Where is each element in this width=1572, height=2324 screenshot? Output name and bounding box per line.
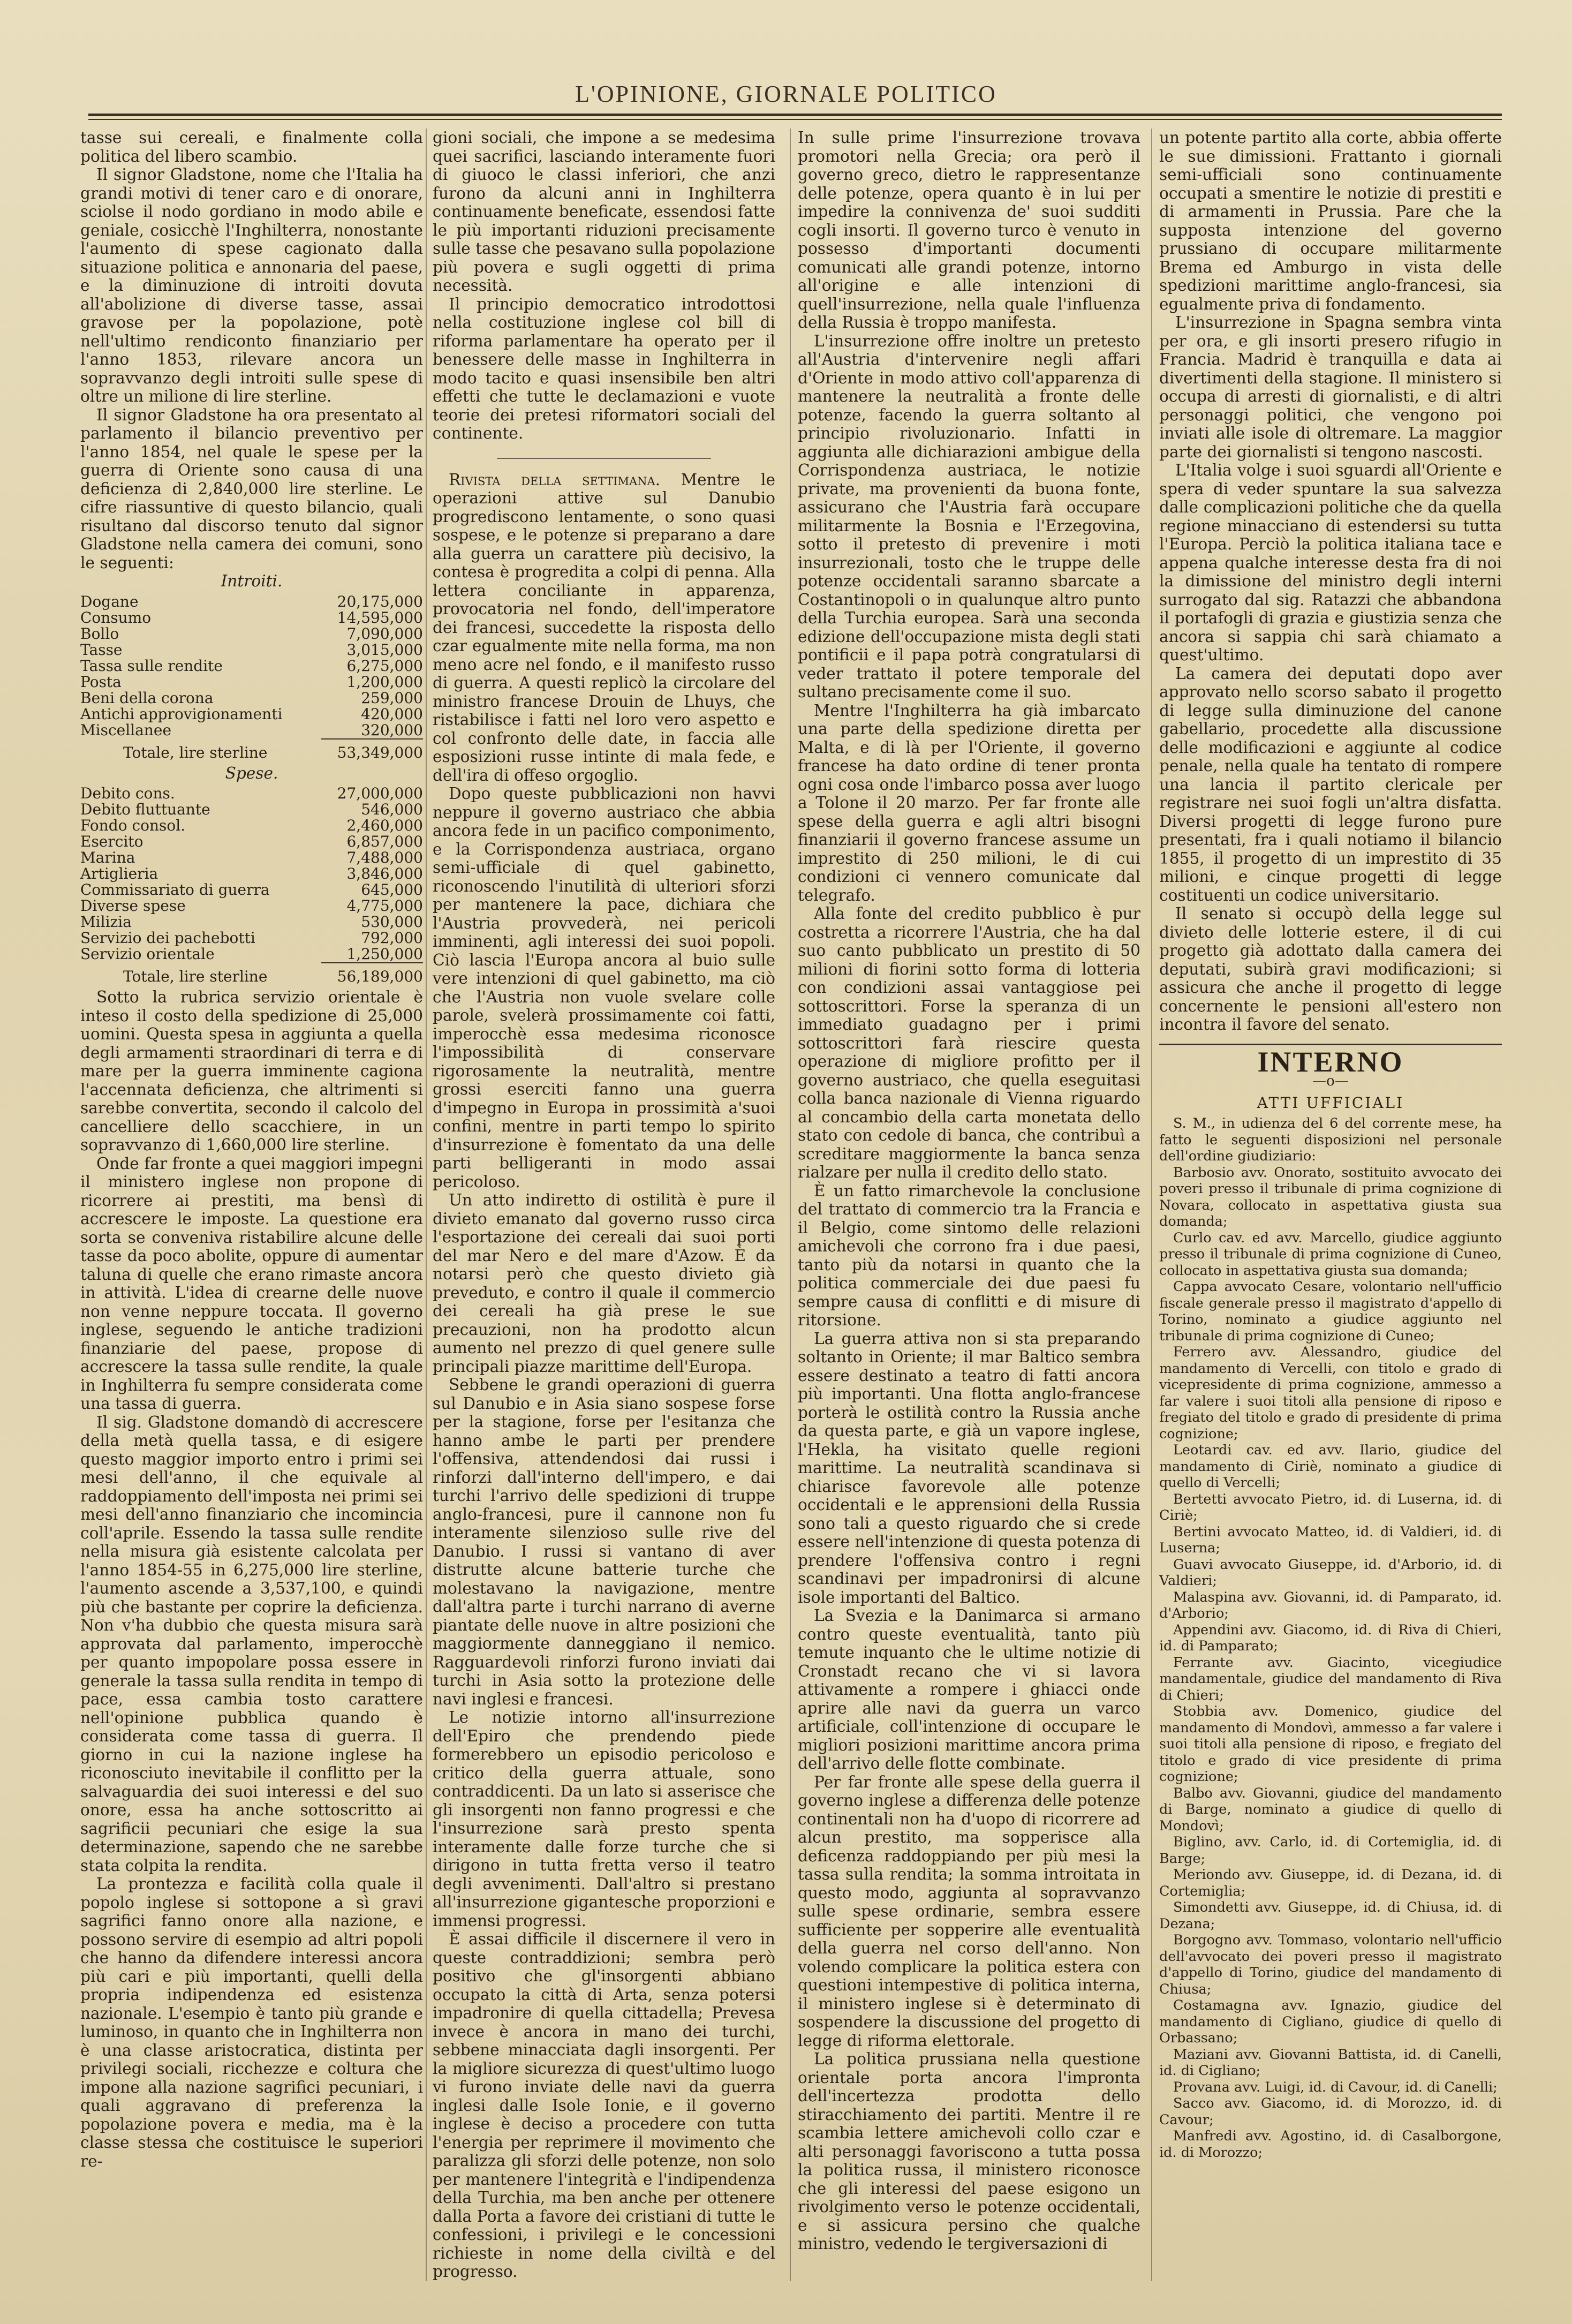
total-row: [80, 963, 423, 985]
row-value: 4,775,000: [346, 897, 423, 915]
paragraph: Sebbene le grandi operazioni di guerra sul Danubio e in Asia siano sospese forse per la stagione, forse per l'esitanza che hanno ambe le parti per prendere l'offensiva, attendendosi dai russi i rinforzi dall'interno dell'impero, e dai turchi l'arrivo delle spedizioni di truppe anglo-francesi, pure il cannone non fu interamente silenzioso sulle rive del Danubio. I russi si vantano di aver distrutte alcune batterie turche che molestavano la navigazione, mentre dall'altra parte i turchi narrano di averne piantate delle nuove in altre posizioni che maggiormente danneggiano il nemico. Ragguardevoli rinforzi furono inviati dai turchi in Asia sotto la protezione delle navi inglesi e francesi.: [433, 1376, 775, 1708]
paragraph: Dopo queste pubblicazioni non havvi neppure il governo austriaco che abbia ancora fede in un pacifico componimento, e la Corrispondenza austriaca, organo semi-ufficiale di quel gabinetto, riconoscendo l'inutilità di ulteriori sforzi per mantenere la pace, dichiara che l'Austria provvederà, nei pericoli imminenti, agli interessi dei suoi popoli. Ciò lascia l'Europa ancora al buio sulle vere intenzioni di quel gabinetto, ma ciò che l'Austria non vuole svelare colle parole, svelerà prossimamente coi fatti, imperocchè essa medesima riconosce l'impossibilità di conservare rigorosamente la neutralità, mentre grossi eserciti fanno una guerra d'impegno in Europa in prossimità a'suoi confini, mentre in parti tempo lo spirito d'insurrezione è fomentato da una delle parti belligeranti in modo assai pericoloso.: [433, 784, 775, 1191]
paragraph: La politica prussiana nella questione orientale porta ancora l'impronta dell'incertezza prodotta dello stiracchiamento dei partiti. Mentre il re scambia lettere amichevoli collo czar e alti personaggi favoriscono a tutta possa la politica russa, il ministero riconosce che gli interessi del paese esigono un rivolgimento verso le potenze occidentali, e si assicura persino che qualche ministro, vedendo le tergiversazioni di: [798, 2050, 1140, 2253]
list-item: Ferrante avv. Giacinto, vicegiudice mandamentale, giudice del mandamento di Riva di Chieri;: [1159, 1654, 1502, 1703]
column-divider: [790, 129, 791, 2281]
table-row: [80, 642, 423, 658]
row-label: Diverse spese: [80, 897, 186, 915]
paragraph: In sulle prime l'insurrezione trovava promotori nella Grecia; ora però il governo greco, dietro le rappresentanze delle potenze, opera quanto è in lui per impedire la connivenza de' suoi sudditi cogli insorti. Il governo turco è venuto in possesso d'importanti documenti comunicati alle grandi potenze, intorno all'origine e alle intenzioni di quell'insurrezione, nella quale l'influenza della Russia è troppo manifesta.: [798, 129, 1140, 331]
row-value: 2,460,000: [346, 817, 423, 834]
list-item: Ferrero avv. Alessandro, giudice del mandamento di Vercelli, con titolo e grado di vicepresidente di prima cognizione, ammesso a far valere i suoi titoli alla pensione di riposo e fregiato del titolo e grado di presidente di prima cognizione;: [1159, 1344, 1502, 1442]
paragraph: Mentre l'Inghilterra ha già imbarcato una parte della spedizione diretta per Malta, e di là per l'Oriente, il governo francese ha dato ordine di tener pronta ogni cosa onde l'imbarco possa aver luogo a Tolone il 20 marzo. Per far fronte alle spese della guerra e agli altri bisogni finanziarii il governo francese assume un imprestito di 250 milioni, le di cui condizioni ci vennero comunicate dal telegrafo.: [798, 701, 1140, 904]
row-value: 420,000: [361, 705, 423, 723]
paragraph: Il signor Gladstone, nome che l'Italia ha grandi motivi di tener caro e di onorare, sciolse il nodo gordiano in modo abile e geniale, cosicchè l'Inghilterra, nonostante l'aumento di spese cagionato dalla situazione politica e annonaria del paese, e la diminuzione di introiti dovuta all'abolizione di diverse tasse, assai gravose per la popolazione, potè nell'ultimo rendiconto finanziario per l'anno 1853, rilevare ancora un sopravvanzo degli introiti sulle spese di oltre un milione di lire sterline.: [80, 165, 423, 405]
table-row: [80, 722, 423, 738]
table-row: [80, 898, 423, 914]
row-value: 20,175,000: [337, 592, 423, 610]
list-item: Biglino, avv. Carlo, id. di Cortemiglia, id. di Barge;: [1159, 1834, 1502, 1867]
table-row: [80, 914, 423, 930]
list-item: Bertini avvocato Matteo, id. di Valdieri, id. di Luserna;: [1159, 1523, 1502, 1556]
list-item: Appendini avv. Giacomo, id. di Riva di Chieri, id. di Pamparato;: [1159, 1621, 1502, 1654]
row-value: 3,846,000: [346, 865, 423, 882]
row-label: Debito fluttuante: [80, 801, 210, 818]
column-divider: [1151, 129, 1152, 2281]
table-row: [80, 818, 423, 834]
paragraph: Il senato si occupò della legge sul divieto delle lotterie estere, il di cui progetto già adottato dalla camera dei deputati, subirà gravi modificazioni; si assicura che anche il progetto di legge concernente le pensioni all'estero non incontra il favore del senato.: [1159, 904, 1502, 1033]
list-item: Balbo avv. Giovanni, giudice del mandamento di Barge, nominato a giudice di quello di Mondovì;: [1159, 1785, 1502, 1834]
row-label: Dogane: [80, 592, 139, 610]
table-row: [80, 626, 423, 642]
rivista-paragraph: [433, 471, 775, 785]
row-label: Beni della corona: [80, 689, 214, 707]
list-item: Curlo cav. ed avv. Marcello, giudice aggiunto presso il tribunale di prima cognizione di Cuneo, collocato in aspettativa giusta sua domanda;: [1159, 1229, 1502, 1279]
row-label: Artiglieria: [80, 865, 158, 882]
header-rule: [88, 114, 1502, 116]
row-label: Esercito: [80, 833, 143, 850]
row-label: Tasse: [80, 640, 123, 659]
row-value: 530,000: [361, 913, 423, 931]
paragraph: Un atto indiretto di ostilità è pure il divieto emanato dal governo russo circa l'esportazione dei cereali dai suoi porti del mar Nero e del mare d'Azow. È da notarsi però che questo divieto già preveduto, e contro il quale il commercio dei cereali ha già prese le sue precauzioni, non ha prodotto alcun aumento nel prezzo di quel genere sulle principali piazze marittime dell'Europa.: [433, 1191, 775, 1376]
row-value: 6,275,000: [346, 657, 423, 675]
row-label: Servizio orientale: [80, 945, 215, 963]
row-label: Posta: [80, 673, 122, 691]
list-item: Sacco avv. Giacomo, id. di Morozzo, id. di Cavour;: [1159, 2095, 1502, 2128]
paragraph: Alla fonte del credito pubblico è pur costretta a ricorrere l'Austria, che ha dal suo canto pubblicato un prestito di 50 milioni di fiorini sotto forma di lotteria con condizioni assai vantaggiose pei sottoscrittori. Forse la speranza di un immediato guadagno per i primi sottoscrittori farà riescire questa operazione di migliore profitto per il governo austriaco, che quella eseguitasi colla banca nazionale di Vienna riguardo al concambio della carta monetata dello stato con cedole di banca, che contribuì a screditare maggiormente la banca senza rialzare per nulla il credito dello stato.: [798, 904, 1140, 1181]
masthead: L'OPINIONE, GIORNALE POLITICO: [575, 81, 997, 107]
row-value: 6,857,000: [346, 833, 423, 850]
table-row: [80, 786, 423, 802]
paragraph: La camera dei deputati dopo aver approvato nello scorso sabato il progetto di legge sulla diminuzione del canone gabellario, procedette alla discussione delle modificazioni e aggiunte al codice penale, nella quale ha tentato di rompere una lancia il partito clericale per registrare nei suoi fogli un'altra disfatta. Diversi progetti di legge furono pure presentati, fra i quali notiamo il bilancio 1855, il progetto di un imprestito di 35 milioni, e cinque progetti di legge costituenti un codice universitario.: [1159, 664, 1502, 904]
list-item: Manfredi avv. Agostino, id. di Casalborgone, id. di Morozzo;: [1159, 2128, 1502, 2161]
row-label: Debito cons.: [80, 784, 175, 802]
column-1: [80, 129, 423, 2287]
row-value: 1,250,000: [346, 945, 423, 963]
paragraph: gioni sociali, che impone a se medesima quei sacrifici, lasciando interamente fuori di giuoco le classi inferiori, che anzi furono da alcuni anni in Inghilterra continuamente beneficate, essendosi fatte le più importanti riduzioni precisamente sulle tasse che pesavano sulla popolazione più povera e sugli oggetti di prima necessità.: [433, 129, 775, 295]
list-item: Borgogno avv. Tommaso, volontario nell'ufficio dell'avvocato dei poveri presso il magistrato d'appello di Torino, giudice del mandamento di Chiusa;: [1159, 1932, 1502, 1997]
paragraph: Le notizie intorno all'insurrezione dell'Epiro che prendendo piede formerebbero un episodio pericoloso e critico della guerra attuale, sono contraddicenti. Da un lato si asserisce che gli insorgenti non fanno progressi e che l'insurrezione sarà presto spenta interamente dalle forze turche che si dirigono in tutta fretta verso il teatro degli avvenimenti. Dall'altro si prestano all'insurrezione gigantesche proporzioni e immensi progressi.: [433, 1708, 775, 1930]
row-label: Consumo: [80, 608, 152, 627]
rivista-heading: Rivista della settimana.: [449, 470, 661, 489]
row-label: Marina: [80, 849, 135, 866]
rivista-text: Mentre le operazioni attive sul Danubio progrediscono lentamente, o sono quasi sospese, e le potenze si preparano a dare alla guerra un carattere più decisivo, la contesa è progredita a colpi di penna. Alla lettera conciliante in apparenza, provocatoria nel fondo, dell'imperatore dei francesi, succedette la risposta dello czar egualmente mite nella forma, ma non meno acre nel fondo, e il manifesto russo di guerra. A questi replicò la circolare del ministro francese Drouin de Lhuys, che ristabilisce i fatti nel loro vero aspetto e col confronto delle date, in faccia alle esposizioni russe intinte di mala fede, e dell'ira di offeso orgoglio.: [433, 470, 775, 784]
paragraph: L'insurrezione offre inoltre un pretesto all'Austria d'intervenire negli affari d'Oriente in modo attivo coll'apparenza di mantenere la neutralità a fronte delle potenze, facendo la guerra soltanto al principio rivoluzionario. Infatti in aggiunta alle dichiarazioni ambigue della Corrispondenza austriaca, le notizie private, ma provenienti da buona fonte, assicurano che l'Austria farà occupare militarmente la Bosnia e l'Erzegovina, sotto il pretesto di prevenire i moti insurrezionali, tosto che le truppe delle potenze occidentali saranno sbarcate a Costantinopoli o in qualunque altro punto della Turchia europea. Sarà una seconda edizione dell'occupazione mista degli stati pontificii e il papa potrà congratularsi di veder trattato il potere temporale del sultano precisamente come il suo.: [798, 331, 1140, 701]
section-heading-interno: INTERNO: [1257, 1045, 1404, 1078]
paragraph: Onde far fronte a quei maggiori impegni il ministero inglese non propone di ricorrere ai prestiti, ma bensì di accrescere le imposte. La questione era sorta se conveniva ristabilire alcune delle tasse da poco abolite, oppure di aumentar taluna di quelle che erano rimaste ancora in attività. L'idea di crearne delle nuove non venne neppure toccata. Il governo inglese, seguendo le antiche tradizioni finanziarie del paese, propose di accrescere la tassa sulle rendite, la quale in Inghilterra fu sempre considerata come una tassa di guerra.: [80, 1154, 423, 1413]
paragraph: Per far fronte alle spese della guerra il governo inglese a differenza delle potenze continentali non ha d'uopo di ricorrere ad alcun prestito, ma sopperisce alla deficenza raddoppiando per più mesi la tassa sulla rendita; la somma introitata in questo modo, aggiunta al sopravvanzo sulle spese ordinarie, sembra essere sufficiente per sopperire alle eventualità della guerra nel corso dell'anno. Non volendo complicare la politica estera con questioni intempestive di politica interna, il ministero inglese si è determinato di sospendere la discussione del progetto di legge di riforma elettorale.: [798, 1772, 1140, 2050]
total-value: 53,349,000: [337, 743, 423, 761]
list-item: Malaspina avv. Giovanni, id. di Pamparato, id. d'Arborio;: [1159, 1589, 1502, 1621]
row-value: 792,000: [361, 929, 423, 947]
table-row: [80, 930, 423, 946]
introiti-table: [80, 594, 423, 761]
total-value: 56,189,000: [337, 968, 423, 985]
column-4: [1159, 129, 1502, 2287]
row-label: Commissariato di guerra: [80, 881, 270, 899]
paragraph: tasse sui cereali, e finalmente colla politica del libero scambio.: [80, 129, 423, 165]
table-row: [80, 866, 423, 882]
row-value: 320,000: [361, 721, 423, 739]
list-item: Provana avv. Luigi, id. di Cavour, id. di Canelli;: [1173, 2079, 1498, 2095]
paragraph: un potente partito alla corte, abbia offerte le sue dimissioni. Frattanto i giornali semi-ufficiali sono continuamente occupati a smentire le notizie di prestiti e di armamenti in Prussia. Pare che la supposta intenzione del governo prussiano di occupare militarmente Brema ed Amburgo in vista delle spedizioni marittime anglo-francesi, sia egualmente priva di fondamento.: [1159, 129, 1502, 313]
row-value: 546,000: [361, 801, 423, 818]
total-label: Totale, lire sterline: [123, 968, 268, 985]
header-rule-thin: [88, 119, 1502, 120]
table-row: [80, 850, 423, 866]
list-item: Costamagna avv. Ignazio, giudice del mandamento di Cigliano, giudice di quello di Orbassano;: [1159, 1997, 1502, 2046]
row-label: Miscellanee: [80, 721, 172, 739]
subheading-atti-ufficiali: ATTI UFFICIALI: [1257, 1093, 1404, 1112]
table-row: [80, 610, 423, 626]
table-row: [80, 882, 423, 898]
row-value: 14,595,000: [337, 608, 423, 627]
section-separator: [1159, 1044, 1502, 1045]
paragraph: È un fatto rimarchevole la conclusione del trattato di commercio tra la Francia e il Belgio, come sintomo delle relazioni amichevoli che corrono fra i due paesi, tanto più da notarsi in quanto che la politica commerciale dei due paesi fu sempre causa di conflitti e di misure di ritorsione.: [798, 1181, 1140, 1329]
spese-heading: Spese.: [225, 764, 278, 782]
table-row: [80, 802, 423, 818]
ornament: —o—: [1312, 1073, 1349, 1089]
row-label: Servizio dei pachebotti: [80, 929, 255, 947]
list-item: Guavi avvocato Giuseppe, id. d'Arborio, id. di Valdieri;: [1159, 1556, 1502, 1589]
table-row: [80, 658, 423, 674]
paragraph: Sotto la rubrica servizio orientale è inteso il costo della spedizione di 25,000 uomini. Questa spesa in aggiunta a quella degli armamenti straordinari di terra e di mare per la guerra imminente cagiona l'accennata deficienza, che altrimenti si sarebbe convertita, secondo il calcolo del cancelliere dello scacchiere, in un sopravvanzo di 1,660,000 lire sterline.: [80, 988, 423, 1154]
list-item: Stobbia avv. Domenico, giudice del mandamento di Mondovì, ammesso a far valere i suoi titoli alla pensione di riposo, e fregiato del titolo e grado di vice presidente di prima cognizione;: [1159, 1703, 1502, 1785]
list-item: Leotardi cav. ed avv. Ilario, giudice del mandamento di Ciriè, nominato a giudice di quello di Vercelli;: [1159, 1442, 1502, 1491]
paragraph: La guerra attiva non si sta preparando soltanto in Oriente; il mar Baltico sembra essere destinato a teatro di fatti ancora più importanti. Una flotta anglo-francese porterà le ostilità contro la Russia anche da questa parte, e già un vapore inglese, l'Hekla, ha visitato quelle regioni marittime. La neutralità scandinava si chiarisce favorevole alle potenze occidentali e le apprensioni della Russia sono tali a questo riguardo che si crede essere nell'intenzione di questa potenza di prendere l'offensiva contro i regni scandinavi per impadronirsi di alcune isole importanti del Baltico.: [798, 1329, 1140, 1606]
list-item: Simondetti avv. Giuseppe, id. di Chiusa, id. di Dezana;: [1159, 1899, 1502, 1932]
row-label: Antichi approvigionamenti: [80, 705, 283, 723]
paragraph: La prontezza e facilità colla quale il popolo inglese si sottopone a sì gravi sagrifici fanno onore alla nazione, e possono servire di esempio ad altri popoli che hanno da difendere interessi ancora più cari e più importanti, quelli della propria indipendenza ed esistenza nazionale. L'esempio è tanto più grande e luminoso, in quanto che in Inghilterra non è una classe aristocratica, distinta per privilegi sociali, ricchezze e coltura che impone alla nazione sagrifici pecuniari, i quali aggravano di preferenza la popolazione povera e media, ma è la classe stessa che costituisce le superiori re-: [80, 1875, 423, 2170]
paragraph: L'Italia volge i suoi sguardi all'Oriente e spera di veder spuntare la sua salvezza dalle complicazioni politiche che da quella regione minacciano di estendersi su tutta l'Europa. Perciò la politica italiana tace e appena qualche interesse desta fra di noi la dimissione del ministro degli interni surrogato dal sig. Ratazzi che abbandona il portafogli di grazia e giustizia senza che ancora si sappia chi sarà chiamato a quest'ultimo.: [1159, 461, 1502, 664]
table-row: [80, 674, 423, 690]
table-row: [80, 690, 423, 706]
column-2: [433, 129, 775, 2287]
paragraph: Il signor Gladstone ha ora presentato al parlamento il bilancio preventivo per l'anno 1854, nel quale le spese per la guerra di Oriente sono causa di una deficienza di 2,840,000 lire sterline. Le cifre riassuntive di questo bilancio, quali risultano dal discorso tenuto dal signor Gladstone nella camera dei comuni, sono le seguenti:: [80, 405, 423, 572]
row-value: 645,000: [361, 881, 423, 899]
row-value: 1,200,000: [346, 673, 423, 691]
official-acts-list: [1159, 1115, 1502, 2161]
list-item: Meriondo avv. Giuseppe, id. di Dezana, id. di Cortemiglia;: [1159, 1867, 1502, 1899]
paragraph: La Svezia e la Danimarca si armano contro queste eventualità, tanto più temute inquanto che le ultime notizie di Cronstadt recano che vi si lavora attivamente a rompere i ghiacci onde aprire alle navi da guerra un varco artificiale, coll'intenzione di occupare le migliori posizioni marittime ancora prima dell'arrivo delle flotte combinate.: [798, 1606, 1140, 1772]
paragraph: Il principio democratico introdottosi nella costituzione inglese col bill di riforma parlamentare ha operato per il benessere delle masse in Inghilterra in modo tacito e quasi insensibile ben altri effetti che tutte le declamazioni e vuote teorie dei pretesi riformatori sociali del continente.: [433, 295, 775, 442]
list-item: Cappa avvocato Cesare, volontario nell'ufficio fiscale generale presso il magistrato d'appello di Torino, nominato a giudice aggiunto nel tribunale di prima cognizione di Cuneo;: [1159, 1279, 1502, 1344]
column-3: [798, 129, 1140, 2287]
table-row: [80, 706, 423, 722]
column-divider: [426, 129, 427, 2281]
table-row: [80, 594, 423, 610]
row-label: Fondo consol.: [80, 817, 186, 834]
paragraph: L'insurrezione in Spagna sembra vinta per ora, e gli insorti presero rifugio in Francia. Madrid è tranquilla e data ai divertimenti della stagione. Il ministero si occupa di arresti di giornalisti, e di altri personaggi politici, che vengono poi inviati alle isole di oltremare. La maggior parte dei giornalisti si tengono nascosti.: [1159, 313, 1502, 461]
row-value: 3,015,000: [346, 640, 423, 659]
spese-table: [80, 786, 423, 985]
row-value: 259,000: [361, 689, 423, 707]
total-row: [80, 740, 423, 761]
row-label: Bollo: [80, 624, 119, 643]
list-item: Barbosio avv. Onorato, sostituito avvocato dei poveri presso il tribunale di prima cognizione di Novara, collocato in aspettativa giusta sua domanda;: [1159, 1164, 1502, 1229]
paragraph: Il sig. Gladstone domandò di accrescere della metà quella tassa, e di esigere questo maggior importo entro i primi sei mesi dell'anno, il che equivale al raddoppiamento dell'imposta nei primi sei mesi dell'anno finanziario che incomincia coll'aprile. Essendo la tassa sulle rendite nella misura già esistente calcolata per l'anno 1854-55 in 6,275,000 lire sterline, l'aumento ascende a 3,537,100, e quindi più che bastante per coprire la deficienza. Non v'ha dubbio che questa misura sarà approvata dal parlamento, imperocchè per quanto impopolare possa essere in generale la tassa sulla rendita in tempo di pace, essa cambia tosto carattere nell'opinione pubblica quando è considerata come tassa di guerra. Il giorno in cui la nazione inglese ha riconosciuto inevitabile il conflitto per la salvaguardia dei suoi interessi e del suo onore, essa ha anche sottoscritto ai sagrificii pecuniari che esige la sua determinazione, sapendo che ne sarebbe stata colpita la rendita.: [80, 1413, 423, 1875]
row-value: 7,090,000: [346, 624, 423, 643]
row-label: Milizia: [80, 913, 132, 931]
introiti-heading: Introiti.: [221, 572, 283, 590]
list-item: Maziani avv. Giovanni Battista, id. di Canelli, id. di Cigliano;: [1159, 2046, 1502, 2079]
list-item: S. M., in udienza del 6 del corrente mese, ha fatto le seguenti disposizioni nel personale dell'ordine giudiziario:: [1159, 1115, 1502, 1164]
list-item: Bertetti avvocato Pietro, id. di Luserna, id. di Ciriè;: [1159, 1491, 1502, 1523]
row-value: 27,000,000: [337, 784, 423, 802]
row-label: Tassa sulle rendite: [80, 657, 223, 675]
section-separator: [497, 458, 711, 459]
total-label: Totale, lire sterline: [123, 743, 268, 761]
table-row: [80, 834, 423, 850]
paragraph: È assai difficile il discernere il vero in queste contraddizioni; sembra però positivo che gl'insorgenti abbiano occupato la città di Arta, senza potersi impadronire di quella cittadella; Prevesa invece è ancora in mano dei turchi, sebbene minacciata dagli insorgenti. Per la migliore sicurezza di quest'ultimo luogo vi furono inviate delle navi da guerra inglesi dalle Isole Ionie, e il governo inglese è deciso a procedere con tutta l'energia per reprimere il movimento che paralizza gli sforzi delle potenze, non solo per mantenere l'integrità e l'indipendenza della Turchia, ma ben anche per ottenere dalla Porta a favore dei cristiani di tutte le confessioni, i privilegi e le concessioni richieste in nome della civiltà e del progresso.: [433, 1930, 775, 2281]
row-value: 7,488,000: [346, 849, 423, 866]
table-row: [80, 946, 423, 962]
